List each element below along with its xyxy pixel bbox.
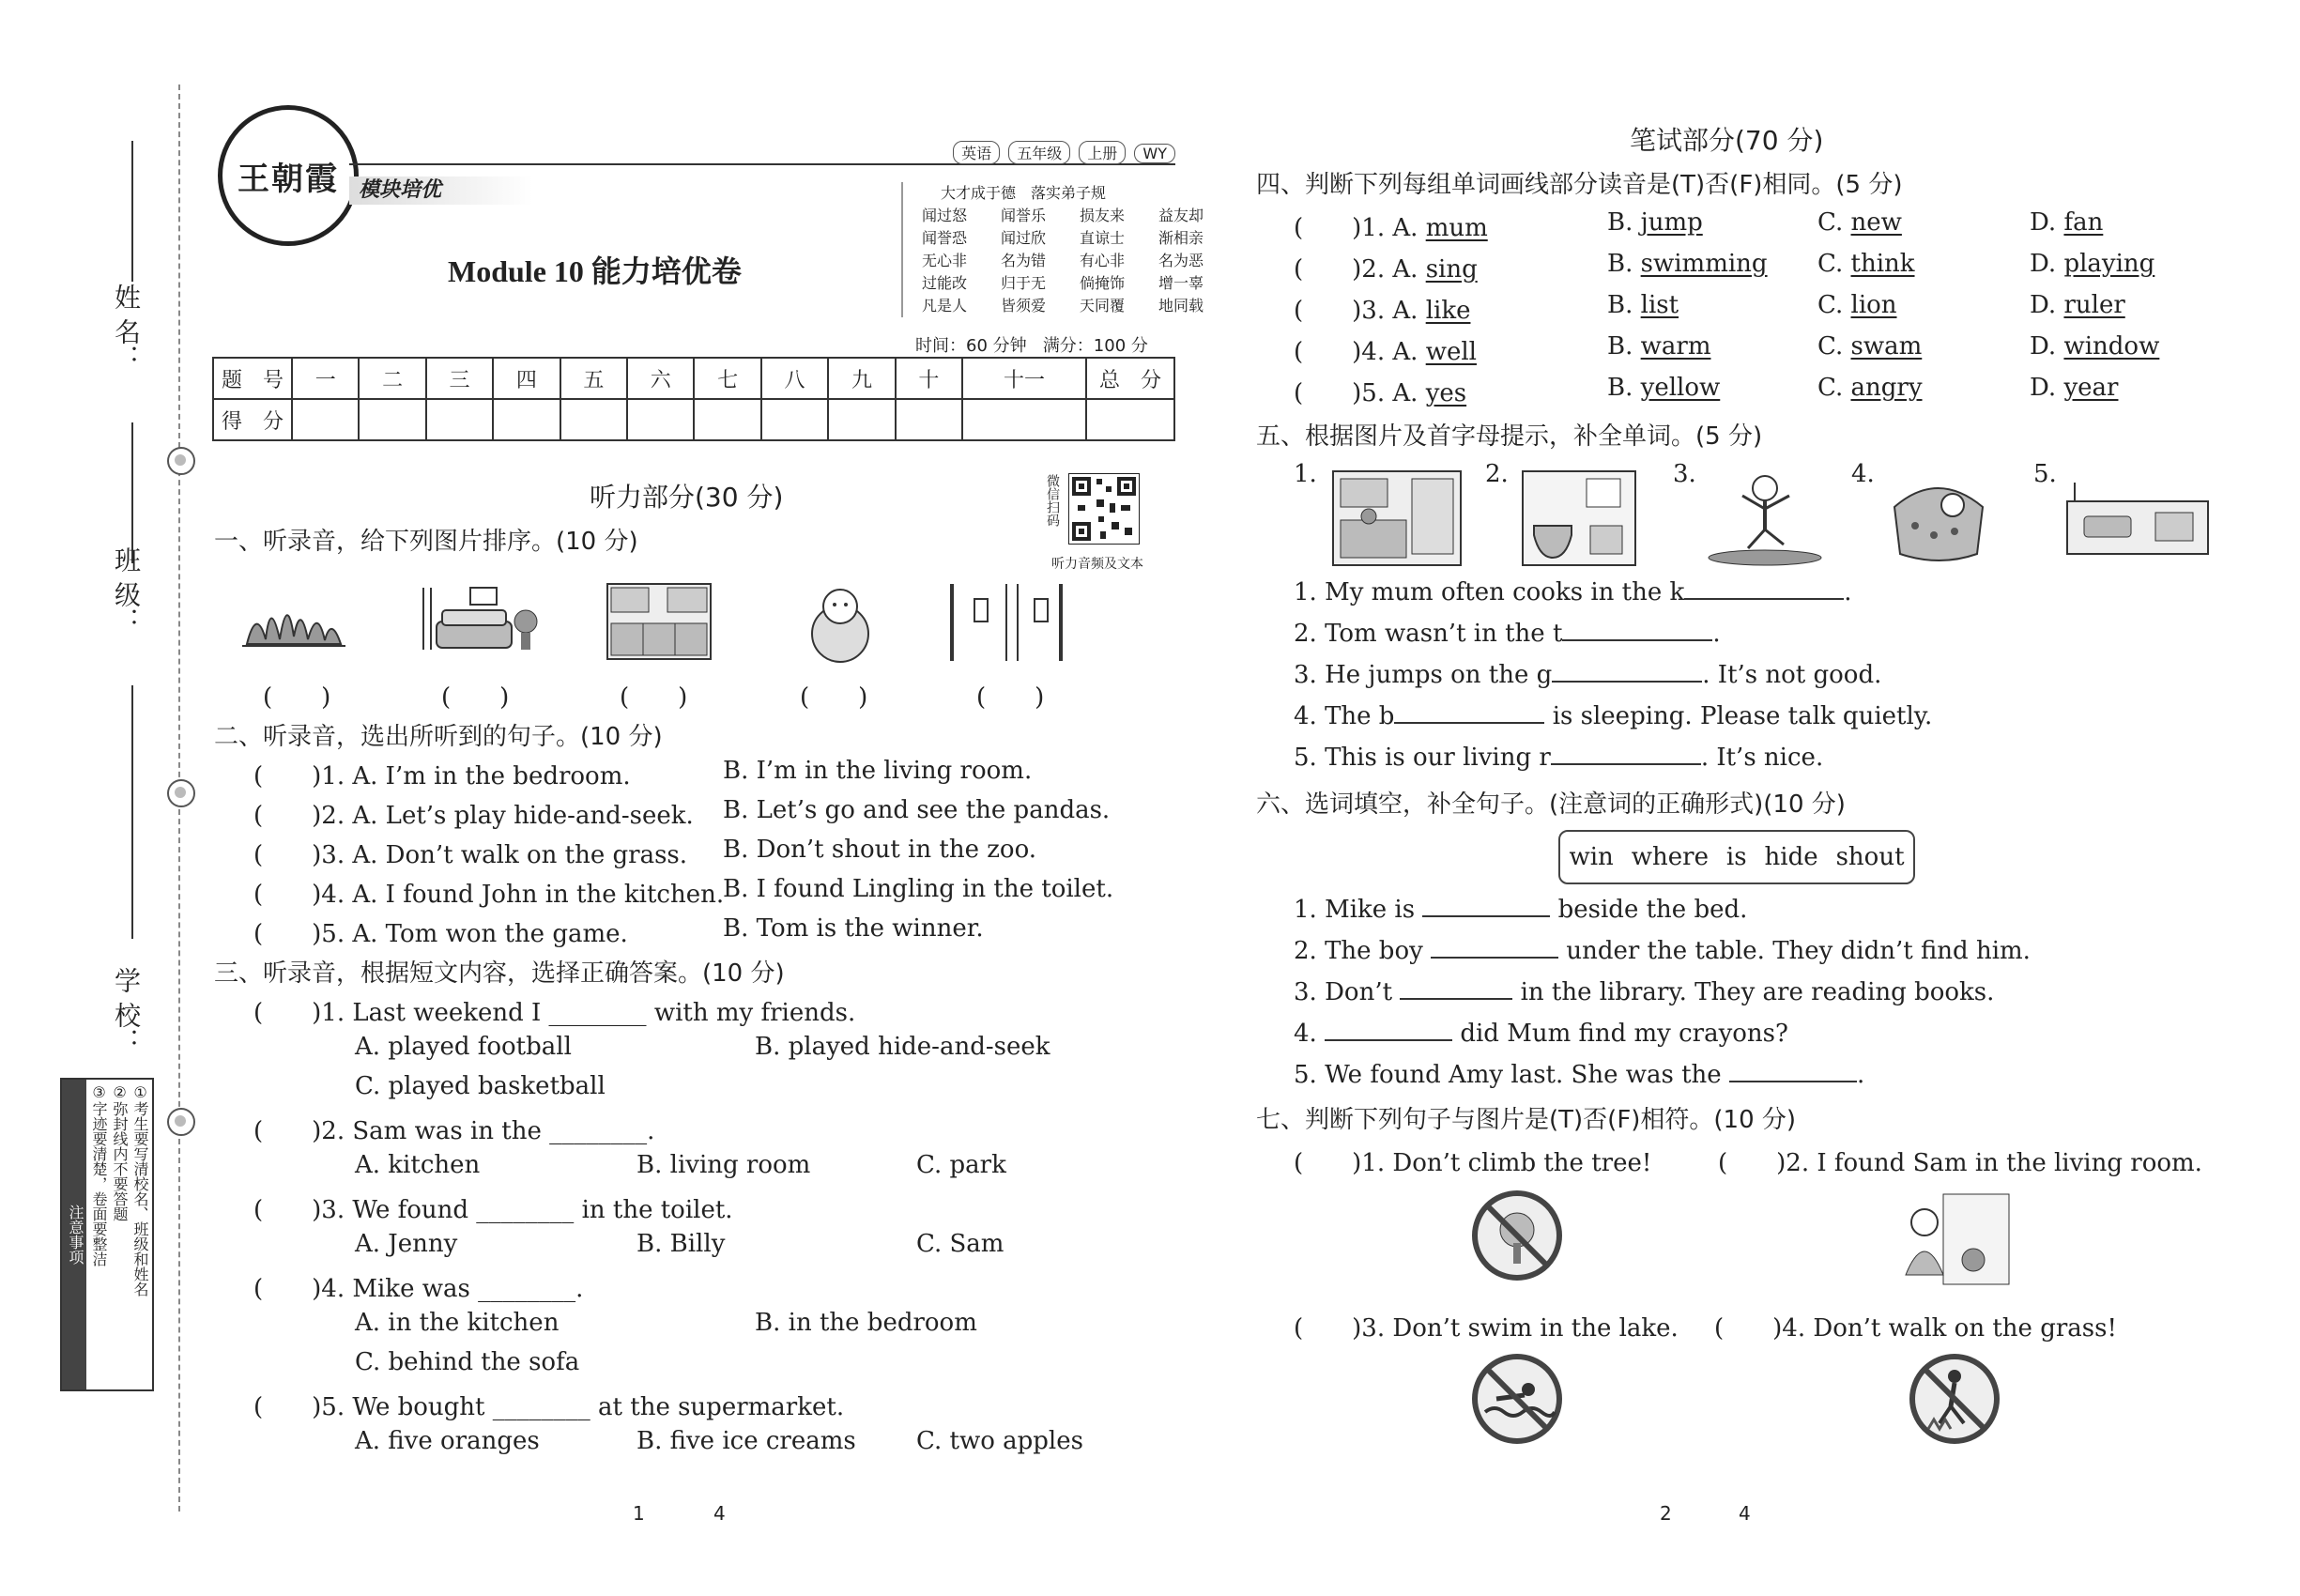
option-a: A. kitchen [355,1151,481,1179]
option-c: C. lion [1817,291,1897,319]
option-b: B. swimming [1607,250,1768,278]
sentence-item: 4. did Mum find my crayons? [1294,1020,1788,1048]
brand-logo [218,105,359,246]
toilet-picture [948,580,1070,665]
score-header-cell: 题 号 [213,358,292,399]
score-header-cell: 十一 [962,358,1086,399]
option-b: B. in the bedroom [755,1309,977,1337]
score-cell[interactable] [896,399,962,440]
notice-line: ②弥封线内不要答题 [111,1083,129,1221]
page-total: 4 [1739,1502,1751,1525]
score-cell[interactable] [1086,399,1174,440]
poem-row: 无心非 名为错 有心非 名为恶 [922,252,1204,269]
page-number: 2 [1660,1502,1672,1525]
sentence-item: 4. The b is sleeping. Please talk quietly. [1294,702,1933,730]
question-item: ( )2. I found Sam in the living room. [1718,1149,2202,1177]
score-cell[interactable] [359,399,425,440]
listening-title: 听力部分(30 分) [590,482,784,513]
answer-paren[interactable]: ( [1294,1314,1353,1343]
score-header-cell: 三 [426,358,493,399]
no-swimming-sign-icon [1470,1352,1564,1446]
option-c: C. behind the sofa [355,1348,580,1376]
fill-blank[interactable] [1551,763,1701,765]
jumping-boy-picture [1699,469,1831,567]
fill-blank[interactable] [1422,915,1550,917]
answer-paren[interactable]: ( ) [620,683,688,712]
score-header-cell: 四 [493,358,560,399]
sentence-item: 5. We found Amy last. She was the . [1294,1061,1865,1089]
option-b: B. jump [1607,208,1703,237]
score-header-cell: 九 [828,358,895,399]
question-item: ( )3. A. like [1294,297,1471,325]
score-cell[interactable] [493,399,560,440]
option-a: A. in the kitchen [355,1309,560,1337]
answer-paren[interactable]: ( [253,1117,313,1145]
picture-number: 5. [2033,460,2057,488]
section-2-title: 二、听录音，选出所听到的句子。(10 分) [214,723,663,751]
word-bank-item: win [1569,843,1614,871]
fill-blank[interactable] [1562,639,1712,641]
picture-number: 2. [1485,460,1509,488]
option-d: D. fan [2030,208,2104,237]
sentence-item: 2. Tom wasn’t in the t . [1294,620,1721,648]
binding-hole-icon [167,779,195,807]
answer-paren[interactable]: ( [253,841,313,869]
answer-paren[interactable]: ( [1294,379,1353,407]
page-total: 4 [713,1502,726,1525]
option-b: B. played hide-and-seek [755,1033,1050,1061]
page-number: 1 [633,1502,645,1525]
option-c: C. swam [1817,332,1923,361]
fill-blank[interactable] [1394,722,1544,724]
score-header-cell: 一 [292,358,359,399]
question-item: ( )5. We bought ________ at the supermarket. [253,1393,845,1421]
option-b: B. warm [1607,332,1711,361]
option-b: B. Don’t shout in the zoo. [723,836,1037,864]
fill-blank[interactable] [1552,681,1702,683]
score-row-label: 得 分 [213,399,292,440]
option-b: B. Let’s go and see the pandas. [723,796,1111,824]
option-d: D. year [2030,374,2119,402]
word-bank-item: where [1631,843,1709,871]
answer-paren[interactable]: ( [253,1275,313,1303]
section-7-title: 七、判断下列句子与图片是(T)否(F)相符。(10 分) [1256,1106,1797,1134]
section-4-title: 四、判断下列每组单词画线部分读音是(T)否(F)相同。(5 分) [1256,171,1903,199]
option-b: B. five ice creams [636,1427,856,1455]
score-cell[interactable] [828,399,895,440]
baby-picture [803,582,878,667]
qr-side-text: 微信扫码 [1045,474,1060,527]
poem-row: 凡是人 皆须爱 天同覆 地同载 [922,297,1204,315]
sentence-item: 3. He jumps on the g . It’s not good. [1294,661,1882,689]
hiding-boy-picture [1887,1185,2018,1288]
score-table-row [213,399,1174,440]
option-a: A. played football [355,1033,572,1061]
score-header-cell: 七 [694,358,760,399]
option-d: D. playing [2030,250,2155,278]
option-c: C. new [1817,208,1902,237]
sentence-item: 5. This is our living r . It’s nice. [1294,744,1824,772]
section-5-title: 五、根据图片及首字母提示，补全单词。(5 分) [1256,422,1763,451]
living-room-picture [2065,479,2212,558]
qr-code-icon[interactable] [1068,473,1140,545]
score-cell[interactable] [962,399,1086,440]
notice-line: ③字迹要清楚，卷面要整洁 [90,1083,108,1266]
question-item: ( )4. Don’t walk on the grass! [1714,1314,2117,1343]
notice-head: 注意事项 [62,1080,86,1389]
score-header-cell: 总 分 [1086,358,1174,399]
option-c: C. Sam [916,1230,1004,1258]
fill-blank[interactable] [1431,957,1558,959]
sentence-item: 1. My mum often cooks in the k . [1294,578,1852,606]
option-b: B. I’m in the living room. [723,757,1033,785]
option-b: B. yellow [1607,374,1721,402]
school-label: 学 校： [111,967,142,1054]
poem-row: 过能改 归于无 倘掩饰 增一辜 [922,274,1204,292]
living-room-picture [418,584,540,659]
tag-volume: 上册 [1079,141,1126,164]
question-item: ( )4. A. I found John in the kitchen. [253,881,725,909]
score-header-cell: 八 [761,358,828,399]
answer-paren[interactable]: ( [253,920,313,948]
word-bank-item: shout [1835,843,1905,871]
fill-blank[interactable] [1400,998,1512,1000]
toilet-room-picture [1521,469,1637,567]
picture-number: 4. [1851,460,1875,488]
sentence-item: 3. Don’t in the library. They are reading books. [1294,978,1995,1006]
notice-body [86,1080,152,1389]
time-info [915,332,1148,357]
section-1-title: 一、听录音，给下列图片排序。(10 分) [214,528,638,556]
sentence-item: 2. The boy under the table. They didn’t find him. [1294,937,2031,965]
fill-blank[interactable] [1684,598,1844,600]
poem-row: 闻誉恐 闻过欣 直谅士 渐相亲 [922,229,1204,247]
question-item: ( )3. We found ________ in the toilet. [253,1196,733,1224]
option-c: C. two apples [916,1427,1083,1455]
binding-hole-icon [167,447,195,475]
answer-paren[interactable]: ( [1294,338,1353,366]
answer-paren[interactable]: ( [253,999,313,1027]
score-header-cell: 十 [896,358,962,399]
option-b: B. I found Lingling in the toilet. [723,875,1114,903]
page-title: Module 10 能力培优卷 [448,254,742,288]
answer-paren[interactable]: ( ) [441,683,510,712]
option-c: C. angry [1817,374,1923,402]
option-c: C. park [916,1151,1006,1179]
baby-cradle-picture [1887,469,1990,567]
question-item: ( )4. Mike was ________. [253,1275,584,1303]
score-table-header [213,358,1174,399]
question-item: ( )2. A. sing [1294,255,1478,284]
name-blank[interactable] [131,141,133,282]
option-c: C. played basketball [355,1072,606,1100]
full-score: 满分：100 分 [1042,336,1148,356]
writing-title: 笔试部分(70 分) [1630,125,1824,156]
option-d: D. window [2030,332,2160,361]
question-item: ( )2. A. Let’s play hide-and-seek. [253,802,694,830]
picture-number: 1. [1294,460,1317,488]
answer-paren[interactable]: ( [1714,1314,1773,1343]
answer-paren[interactable]: ( ) [800,683,868,712]
answer-paren[interactable]: ( [1294,214,1353,242]
score-cell[interactable] [761,399,828,440]
option-d: D. ruler [2030,291,2125,319]
option-b: B. Tom is the winner. [723,914,984,943]
poem-row: 闻过怒 闻誉乐 损友来 益友却 [922,207,1204,224]
kitchen-picture [606,582,713,662]
question-item: ( )1. Don’t climb the tree! [1294,1149,1652,1177]
option-b: B. list [1607,291,1679,319]
score-header-cell: 二 [359,358,425,399]
section-6-title: 六、选词填空，补全句子。(注意词的正确形式)(10 分) [1256,790,1846,819]
section-3-title: 三、听录音，根据短文内容，选择正确答案。(10 分) [214,959,785,988]
no-walking-on-grass-sign-icon [1908,1352,2001,1446]
score-header-cell: 五 [560,358,627,399]
tag-grade: 五年级 [1008,141,1070,164]
fill-blank[interactable] [1325,1039,1452,1041]
score-cell[interactable] [627,399,694,440]
name-label: 姓 名： [111,284,142,371]
class-blank[interactable] [131,422,133,563]
option-c: C. think [1817,250,1915,278]
answer-paren[interactable]: ( [253,1393,313,1421]
answer-paren[interactable]: ( ) [263,683,331,712]
school-blank[interactable] [131,685,133,939]
answer-paren[interactable]: ( [253,1196,313,1224]
notice-line: ①考生要写清校名、班级和姓名 [131,1083,149,1297]
answer-paren[interactable]: ( [253,762,313,790]
kitchen-picture [1331,469,1463,567]
score-cell[interactable] [694,399,760,440]
question-item: ( )3. A. Don’t walk on the grass. [253,841,688,869]
question-item: ( )5. A. Tom won the game. [253,920,628,948]
question-item: ( )1. Last weekend I ________ with my friends. [253,999,856,1027]
answer-paren[interactable]: ( [1294,297,1353,325]
class-label: 班 级： [111,546,142,634]
picture-number: 3. [1673,460,1696,488]
question-item: ( )4. A. well [1294,338,1477,366]
qr-caption: 听力音频及文本 [1051,557,1143,572]
score-cell[interactable] [426,399,493,440]
tag-edition: WY [1134,144,1175,163]
answer-paren[interactable]: ( [1294,1149,1353,1177]
word-bank-item: is [1725,843,1747,871]
fill-blank[interactable] [1729,1081,1857,1082]
answer-paren[interactable]: ( [253,802,313,830]
sentence-item: 1. Mike is beside the bed. [1294,896,1748,924]
score-header-cell: 六 [627,358,694,399]
notice-box [60,1078,154,1391]
option-b: B. living room [636,1151,811,1179]
option-a: A. Jenny [355,1230,458,1258]
question-item: ( )5. A. yes [1294,379,1467,407]
motto-poem [901,182,1204,317]
logo-text: 王朝霞 [238,160,339,198]
binding-hole-icon [167,1108,195,1136]
question-item: ( )2. Sam was in the ________. [253,1117,655,1145]
score-cell[interactable] [292,399,359,440]
answer-paren[interactable]: ( [1294,255,1353,284]
no-climbing-sign-icon [1470,1189,1564,1282]
score-cell[interactable] [560,399,627,440]
question-item: ( )3. Don’t swim in the lake. [1294,1314,1679,1343]
word-bank [1558,830,1915,884]
word-bank-item: hide [1764,843,1818,871]
tag-subject: 英语 [953,141,1000,164]
answer-paren[interactable]: ( ) [976,683,1045,712]
question-item: ( )1. A. I’m in the bedroom. [253,762,631,790]
score-table [212,357,1175,441]
option-b: B. Billy [636,1230,726,1258]
time-limit: 时间：60 分钟 [915,336,1027,356]
grass-picture [242,588,345,653]
answer-paren[interactable]: ( [253,881,313,909]
answer-paren[interactable]: ( [1718,1149,1777,1177]
poem-first-line: 大才成于德 落实弟子规 [941,184,1107,202]
series-ribbon: 模块培优 [349,176,533,205]
option-a: A. five oranges [355,1427,540,1455]
question-item: ( )1. A. mum [1294,214,1488,242]
subject-tags [949,141,1175,164]
